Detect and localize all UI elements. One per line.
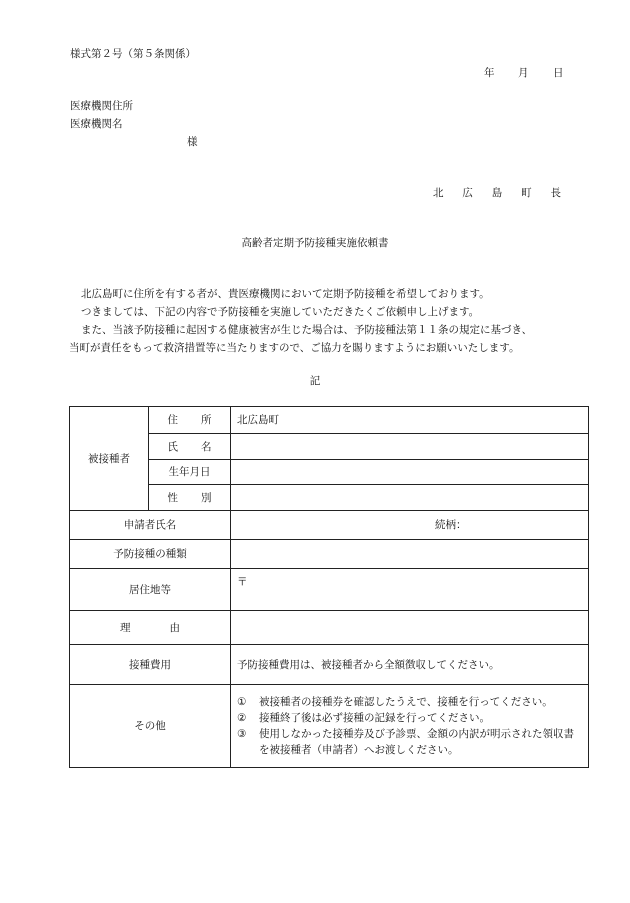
sex-label: 性 別	[149, 485, 231, 511]
sender-char: 広	[462, 187, 473, 199]
body-paragraph-1: 北広島町に住所を有する者が、貴医療機関において定期予防接種を希望しております。	[81, 288, 490, 300]
recipient-honorific: 様	[187, 136, 198, 148]
date-month-label: 月	[518, 67, 529, 79]
vaccinee-label: 被接種者	[70, 407, 149, 511]
sender-char: 島	[491, 187, 503, 199]
sender-char: 北	[433, 187, 444, 199]
name-label: 氏 名	[149, 434, 231, 460]
application-table	[69, 406, 589, 768]
applicant-label: 申請者氏名	[70, 511, 231, 540]
body-paragraph-3-line-2: 当町が責任をもって救済措置等に当たりますので、ご協力を賜りますようにお願いいたします。	[69, 342, 520, 354]
postal-mark: 〒	[237, 575, 248, 588]
date-year-label: 年	[484, 67, 495, 79]
sender-title	[433, 186, 561, 200]
date-day-label: 日	[553, 67, 564, 79]
form-number: 様式第２号（第５条関係）	[70, 48, 196, 60]
recipient-name-label: 医療機関名	[70, 118, 123, 130]
other-value	[231, 685, 589, 768]
other-label: その他	[70, 685, 231, 768]
recipient-address-label: 医療機関住所	[70, 100, 133, 112]
body-paragraph-2: つきましては、下記の内容で予防接種を実施していただきたくご依頼申し上げます。	[81, 306, 480, 318]
applicant-value[interactable]	[231, 511, 589, 540]
address-label: 住 所	[149, 407, 231, 434]
vaccine-type-value[interactable]	[231, 540, 589, 569]
address-value[interactable]: 北広島町	[231, 407, 589, 434]
residence-value[interactable]	[231, 569, 589, 611]
list-item: ② 接種終了後は必ず接種の記録を行ってください。	[237, 712, 490, 724]
sender-char: 町	[521, 187, 532, 199]
vaccine-type-label: 予防接種の種類	[70, 540, 231, 569]
name-value[interactable]	[231, 434, 589, 460]
dob-value[interactable]	[231, 460, 589, 485]
body-paragraph-3-line-1: また、当該予防接種に起因する健康被害が生じた場合は、予防接種法第１１条の規定に基づき、	[81, 324, 533, 336]
sender-char: 長	[550, 187, 561, 199]
list-item: ① 被接種者の接種券を確認したうえで、接種を行ってください。	[237, 696, 553, 708]
sex-value[interactable]	[231, 485, 589, 511]
ki-marker: 記	[309, 375, 321, 387]
residence-label: 居住地等	[70, 569, 231, 611]
reason-label: 理 由	[70, 611, 231, 645]
cost-label: 接種費用	[70, 645, 231, 685]
list-item: ③ 使用しなかった接種券及び予診票、金額の内訳が明示された領収書を被接種者（申請者）へお渡しください。	[237, 728, 574, 756]
reason-value[interactable]	[231, 611, 589, 645]
document-title: 高齢者定期予防接種実施依頼書	[241, 237, 389, 249]
relation-label: 続柄：	[435, 519, 467, 531]
cost-value: 予防接種費用は、被接種者から全額徴収してください。	[231, 645, 589, 685]
dob-label: 生年月日	[149, 460, 231, 485]
